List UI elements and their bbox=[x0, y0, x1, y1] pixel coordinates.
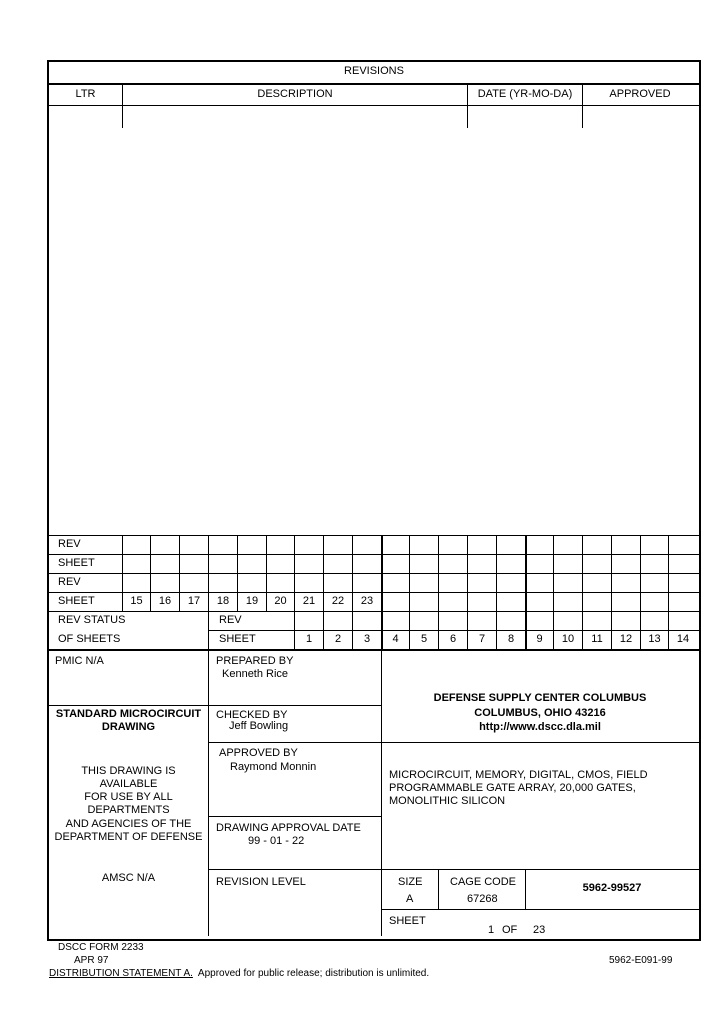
title-block-divider bbox=[208, 869, 699, 870]
sheet-number: 20 bbox=[274, 595, 287, 607]
size-value: A bbox=[406, 893, 414, 905]
sheet-number: 21 bbox=[302, 595, 316, 607]
ltr-header: LTR bbox=[75, 88, 96, 100]
title-block-divider bbox=[208, 816, 382, 817]
grid-line bbox=[49, 554, 699, 555]
drawing-title-line: PROGRAMMABLE GATE ARRAY, 20,000 GATES, bbox=[389, 782, 636, 794]
sheet-number: 9 bbox=[536, 633, 543, 645]
sheet-number: 17 bbox=[187, 595, 201, 607]
checked-by-label: CHECKED BY bbox=[216, 709, 288, 721]
agency-name: DEFENSE SUPPLY CENTER COLUMBUS bbox=[433, 692, 647, 704]
distribution-statement bbox=[49, 967, 429, 980]
approval-date-value: 99 - 01 - 22 bbox=[248, 835, 305, 847]
date-header: DATE (YR-MO-DA) bbox=[477, 88, 573, 100]
sheet-number: 2 bbox=[334, 633, 342, 645]
availability-line: AND AGENCIES OF THE bbox=[65, 818, 192, 830]
distribution-text: Approved for public release; distribution is unlimited. bbox=[192, 968, 430, 979]
title-block-divider bbox=[438, 870, 439, 910]
revision-level-label: REVISION LEVEL bbox=[216, 876, 306, 888]
approval-date-label: DRAWING APPROVAL DATE bbox=[216, 822, 361, 834]
drawing-number: 5962-99527 bbox=[582, 882, 642, 894]
availability-line: DEPARTMENTS bbox=[87, 804, 170, 816]
sheet-label: SHEET bbox=[389, 915, 426, 927]
sheet-number: 11 bbox=[591, 633, 603, 645]
grid-line bbox=[49, 649, 699, 651]
sheet-number: 4 bbox=[392, 633, 399, 645]
sheet-total: 23 bbox=[533, 924, 546, 936]
rev-header-divider bbox=[49, 105, 699, 106]
sheet-number: 5 bbox=[420, 633, 428, 645]
title-block-divider bbox=[381, 742, 699, 743]
sheet-number: 8 bbox=[507, 633, 515, 645]
sheet-label: SHEET bbox=[219, 633, 256, 645]
grid-line bbox=[49, 573, 699, 574]
distribution-label: DISTRIBUTION STATEMENT A. bbox=[49, 968, 193, 979]
grid-line bbox=[49, 535, 699, 536]
description-header: DESCRIPTION bbox=[257, 88, 333, 100]
sheet-label: SHEET bbox=[58, 595, 95, 607]
availability-line: DEPARTMENT OF DEFENSE bbox=[54, 831, 203, 843]
agency-address: COLUMBUS, OHIO 43216 bbox=[474, 707, 606, 719]
availability-line: AVAILABLE bbox=[99, 778, 158, 790]
approved-by-label: APPROVED BY bbox=[219, 747, 298, 759]
amsc-label: AMSC N/A bbox=[101, 872, 156, 884]
form-date: APR 97 bbox=[74, 955, 109, 966]
drawing-heading: DRAWING bbox=[101, 721, 156, 733]
availability-line: FOR USE BY ALL bbox=[84, 791, 173, 803]
pmic-label: PMIC N/A bbox=[55, 655, 104, 667]
title-block-divider bbox=[381, 909, 699, 910]
form-number: DSCC FORM 2233 bbox=[58, 942, 144, 953]
sheet-number: 16 bbox=[158, 595, 172, 607]
checked-by-name: Jeff Bowling bbox=[229, 720, 289, 732]
prepared-by-name: Kenneth Rice bbox=[222, 668, 289, 680]
title-block-divider bbox=[208, 705, 382, 706]
sheet-label: SHEET bbox=[58, 557, 95, 569]
rev-label: REV bbox=[219, 614, 242, 626]
of-sheets-label: OF SHEETS bbox=[58, 633, 121, 645]
sheet-of-label: OF bbox=[502, 924, 518, 936]
sheet-number-current: 1 bbox=[488, 924, 495, 936]
prepared-by-label: PREPARED BY bbox=[216, 655, 294, 667]
rev-label: REV bbox=[58, 576, 81, 588]
sheet-number: 1 bbox=[305, 633, 313, 645]
rev-title-divider bbox=[49, 83, 699, 85]
sheet-number: 7 bbox=[478, 633, 486, 645]
sheet-number: 15 bbox=[130, 595, 143, 607]
drawing-title-line: MONOLITHIC SILICON bbox=[389, 795, 506, 807]
revisions-title: REVISIONS bbox=[344, 65, 404, 77]
availability-line: THIS DRAWING IS bbox=[81, 765, 176, 777]
approved-header: APPROVED bbox=[609, 88, 671, 100]
standard-microcircuit-heading: STANDARD MICROCIRCUIT bbox=[55, 708, 202, 720]
sheet-number: 14 bbox=[676, 633, 690, 645]
sheet-number: 18 bbox=[216, 595, 230, 607]
sheet-number: 10 bbox=[561, 633, 575, 645]
rev-label: REV bbox=[58, 538, 81, 550]
drawing-title-line: MICROCIRCUIT, MEMORY, DIGITAL, CMOS, FIELD bbox=[389, 769, 648, 781]
title-block-divider bbox=[49, 705, 209, 706]
grid-line bbox=[49, 611, 699, 612]
title-block-divider bbox=[208, 650, 209, 936]
size-label: SIZE bbox=[398, 876, 423, 888]
sheet-number: 19 bbox=[245, 595, 259, 607]
sheet-number: 13 bbox=[648, 633, 661, 645]
cage-code-label: CAGE CODE bbox=[450, 876, 517, 888]
agency-url: http://www.dscc.dla.mil bbox=[479, 721, 601, 733]
sheet-number: 6 bbox=[449, 633, 457, 645]
sheet-number: 22 bbox=[331, 595, 345, 607]
approved-by-name: Raymond Monnin bbox=[230, 761, 317, 773]
cage-code-value: 67268 bbox=[467, 893, 498, 905]
rev-status-label: REV STATUS bbox=[58, 614, 126, 626]
title-block-divider bbox=[208, 742, 382, 743]
sheet-number: 3 bbox=[363, 633, 371, 645]
sheet-number: 23 bbox=[360, 595, 374, 607]
sheet-number: 12 bbox=[619, 633, 633, 645]
document-code: 5962-E091-99 bbox=[609, 955, 673, 966]
